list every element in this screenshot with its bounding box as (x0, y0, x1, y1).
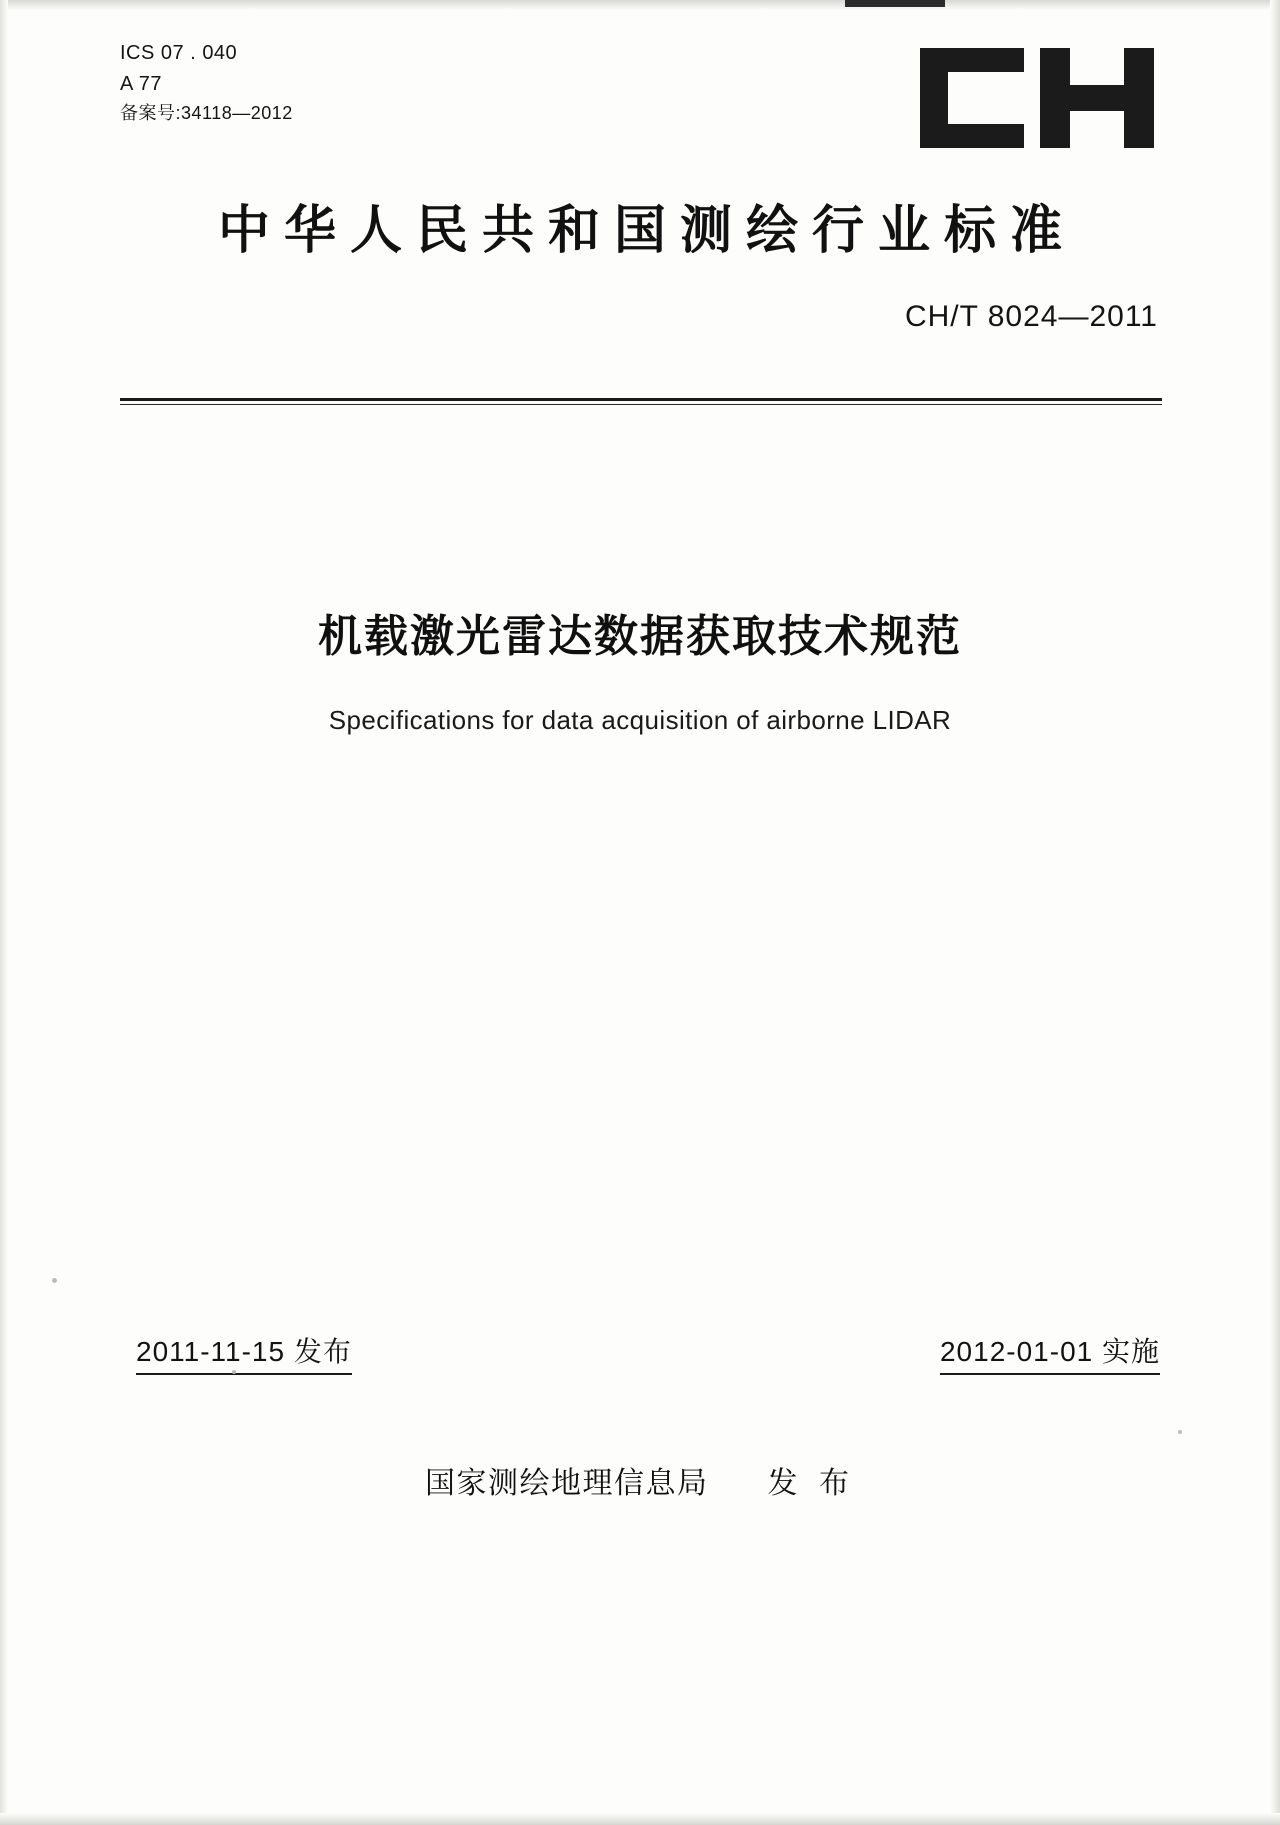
document-title-cn: 机载激光雷达数据获取技术规范 (318, 611, 962, 662)
header-divider (120, 398, 1162, 401)
page-edge-left (0, 0, 8, 1825)
publisher-name: 国家测绘地理信息局 (424, 1466, 709, 1501)
issue-date: 2011-11-15 发布 (136, 1330, 352, 1375)
scan-speck (52, 1278, 57, 1283)
page-edge-bottom (0, 1813, 1280, 1825)
classification-code: A 77 (120, 73, 163, 95)
ch-logo-icon (912, 38, 1162, 158)
effective-date: 2012-01-01 实施 (940, 1330, 1160, 1375)
ics-metadata-block (120, 38, 293, 128)
publish-label: 发 布 (767, 1466, 856, 1501)
scan-speck (1178, 1430, 1182, 1434)
record-number: 备案号:34118—2012 (120, 103, 293, 123)
ics-code: ICS 07 . 040 (120, 42, 238, 64)
scan-notch-mark (845, 0, 945, 7)
publisher-row (0, 1458, 1280, 1502)
document-title-en: Specifications for data acquisition of airborne LIDAR (328, 705, 952, 735)
standard-number: CH/T 8024—2011 (904, 300, 1158, 333)
page-edge-top (0, 0, 1280, 10)
standard-authority-title: 中华人民共和国测绘行业标准 (217, 201, 1076, 261)
page-edge-right (1270, 0, 1280, 1825)
scan-speck (232, 1370, 236, 1374)
